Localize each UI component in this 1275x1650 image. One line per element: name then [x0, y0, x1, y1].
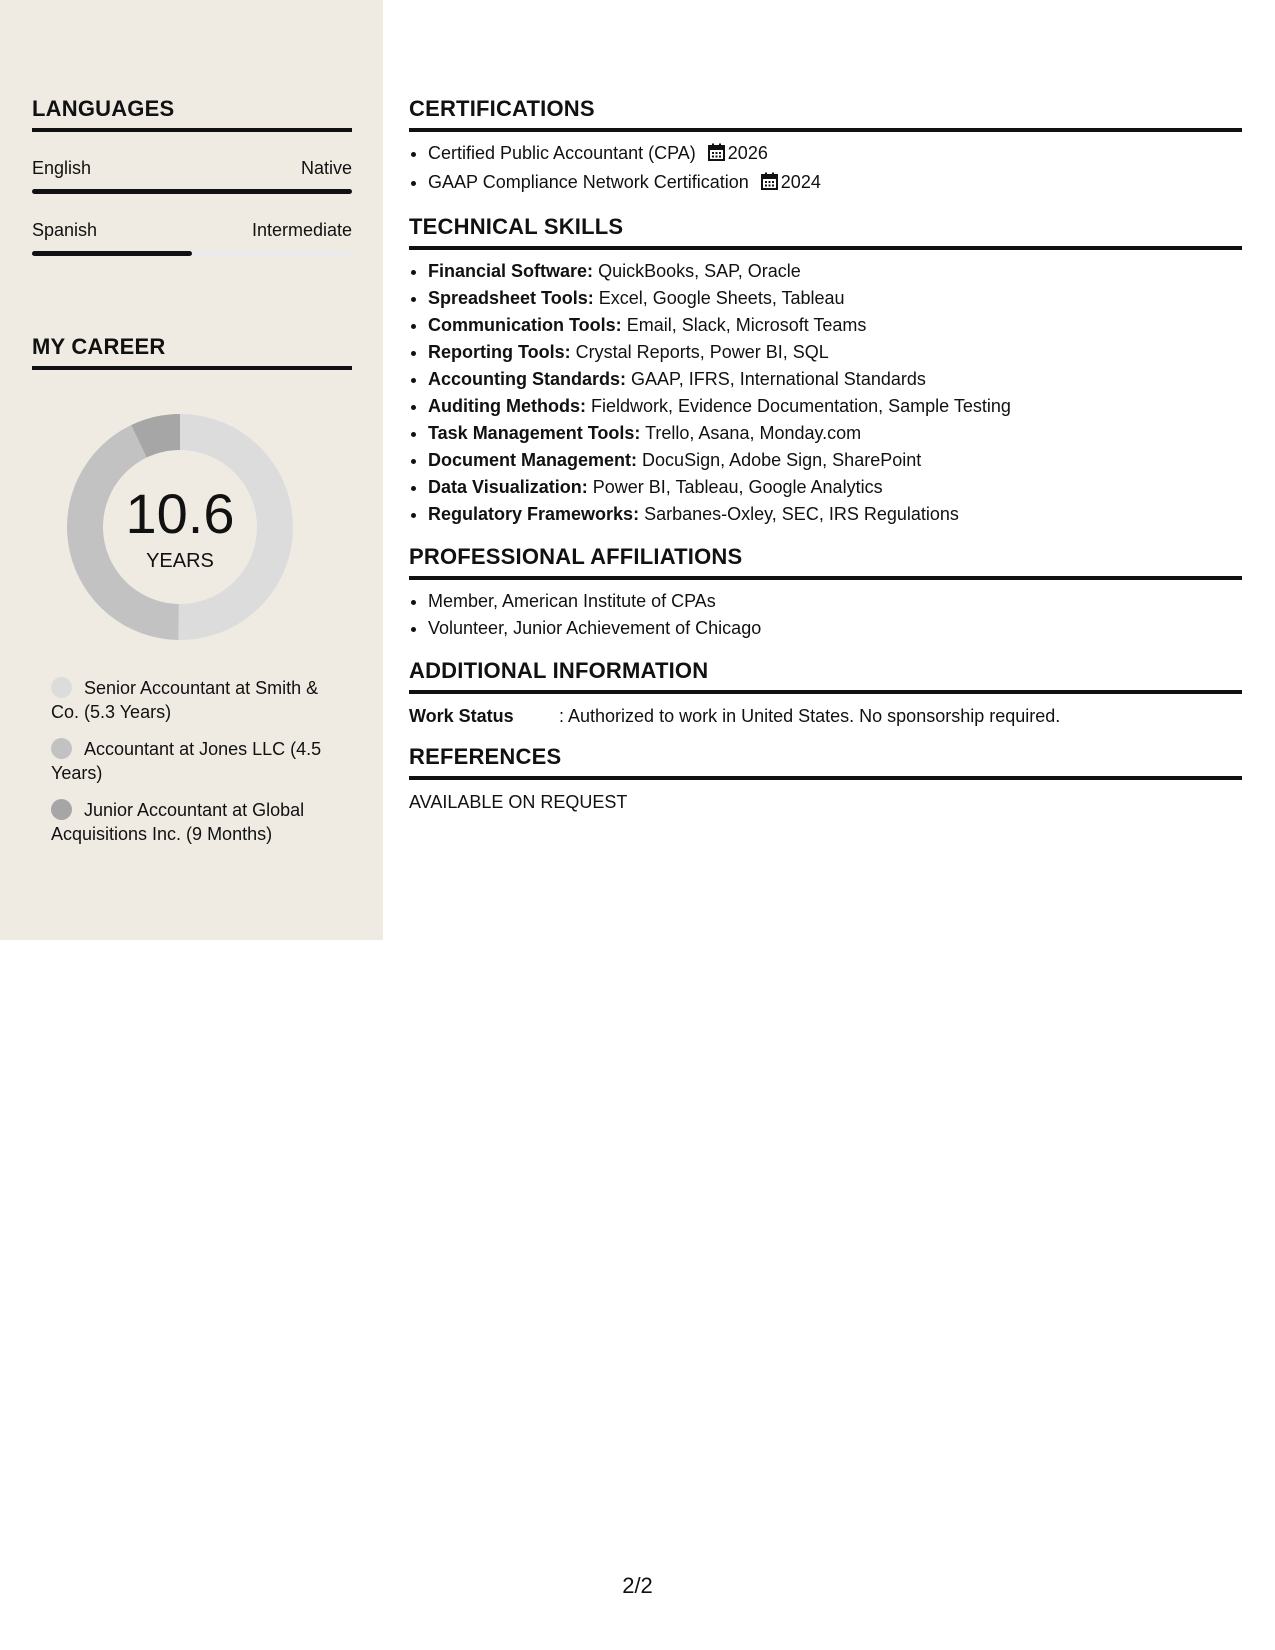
skill-item [428, 474, 1242, 501]
technical-skills-list [409, 258, 1242, 528]
language-row [32, 220, 352, 241]
skill-item [428, 393, 1242, 420]
career-legend [51, 676, 331, 846]
certifications-section [409, 96, 1242, 198]
career-donut-center [67, 414, 293, 640]
work-status-label: Work Status [409, 706, 514, 726]
skill-label: Accounting Standards: [428, 369, 627, 389]
language-level: Intermediate [251, 220, 352, 240]
skill-item [428, 501, 1242, 528]
career-total-years: 10.6 [125, 482, 235, 545]
affiliation-item: • Volunteer, Junior Achievement of Chicago [428, 615, 1242, 642]
career-legend-label: Senior Accountant at Smith & Co. (5.3 Years) [51, 678, 319, 722]
affiliations-list [409, 588, 1242, 642]
skill-item [428, 285, 1242, 312]
affiliation-item: • Member, American Institute of CPAs [428, 588, 1242, 615]
language-row [32, 158, 352, 179]
skill-value: GAAP, IFRS, International Standards [631, 369, 926, 389]
skill-value: Fieldwork, Evidence Documentation, Sample Testing [590, 396, 1011, 416]
skill-label: Document Management: [428, 450, 638, 470]
technical-skills-section [409, 214, 1242, 528]
career-legend-label: Junior Accountant at Global Acquisitions Inc. (9 Months) [51, 800, 305, 844]
work-status-row [409, 704, 1242, 728]
career-legend-dot [51, 799, 72, 820]
language-proficiency-bar [32, 189, 352, 194]
skill-item [428, 339, 1242, 366]
career-total-unit: YEARS [146, 550, 214, 572]
sidebar-content [32, 96, 352, 859]
career-donut-chart [67, 414, 293, 640]
skill-item [428, 447, 1242, 474]
affiliations-heading: PROFESSIONAL AFFILIATIONS [409, 544, 1242, 580]
additional-info-section [409, 658, 1242, 728]
references-text: AVAILABLE ON REQUEST [409, 792, 628, 812]
skill-label: Auditing Methods: [428, 396, 586, 416]
skill-label: Reporting Tools: [428, 342, 571, 362]
page-number: 2/2 [622, 1573, 653, 1598]
skill-value: Email, Slack, Microsoft Teams [626, 315, 867, 335]
skill-value: Power BI, Tableau, Google Analytics [592, 477, 883, 497]
affiliations-section [409, 544, 1242, 642]
skill-label: Financial Software: [428, 261, 594, 281]
sidebar [0, 0, 383, 940]
additional-info-heading: ADDITIONAL INFORMATION [409, 658, 1242, 694]
certification-name: Certified Public Accountant (CPA) [428, 143, 696, 163]
skill-item [428, 312, 1242, 339]
career-legend-label: Accountant at Jones LLC (4.5 Years) [51, 739, 322, 783]
skill-value: QuickBooks, SAP, Oracle [598, 261, 801, 281]
skill-value: Excel, Google Sheets, Tableau [598, 288, 845, 308]
skill-value: DocuSign, Adobe Sign, SharePoint [642, 450, 922, 470]
skill-label: Data Visualization: [428, 477, 588, 497]
certification-item [428, 140, 1242, 169]
languages-list [32, 158, 352, 256]
references-section [409, 744, 1242, 813]
skill-label: Regulatory Frameworks: [428, 504, 640, 524]
career-legend-item [51, 798, 331, 846]
certification-year: 2026 [727, 143, 768, 163]
skill-value: Crystal Reports, Power BI, SQL [575, 342, 829, 362]
certification-year: 2024 [780, 172, 821, 192]
certifications-heading: CERTIFICATIONS [409, 96, 1242, 132]
skill-item [428, 366, 1242, 393]
language-name: Spanish [32, 220, 98, 240]
references-heading: REFERENCES [409, 744, 1242, 780]
calendar-icon [761, 171, 778, 198]
skill-label: Spreadsheet Tools: [428, 288, 594, 308]
career-heading: MY CAREER [32, 334, 352, 370]
skill-item [428, 258, 1242, 285]
languages-heading: LANGUAGES [32, 96, 352, 132]
technical-skills-heading: TECHNICAL SKILLS [409, 214, 1242, 250]
career-legend-item [51, 676, 331, 724]
skill-value: Trello, Asana, Monday.com [645, 423, 862, 443]
skill-value: Sarbanes-Oxley, SEC, IRS Regulations [644, 504, 959, 524]
skill-label: Communication Tools: [428, 315, 622, 335]
certifications-list [409, 140, 1242, 198]
language-proficiency-bar [32, 251, 352, 256]
language-level: Native [300, 158, 352, 178]
certification-item [428, 169, 1242, 198]
main-content [409, 96, 1242, 829]
career-legend-item [51, 737, 331, 785]
work-status-value: : Authorized to work in United States. No sponsorship required. [559, 706, 1061, 726]
certification-name: GAAP Compliance Network Certification [428, 172, 749, 192]
career-legend-dot [51, 738, 72, 759]
language-name: English [32, 158, 92, 178]
skill-item [428, 420, 1242, 447]
language-proficiency-fill [32, 189, 352, 194]
language-proficiency-fill [32, 251, 192, 256]
skill-label: Task Management Tools: [428, 423, 641, 443]
calendar-icon [708, 142, 725, 169]
career-legend-dot [51, 677, 72, 698]
